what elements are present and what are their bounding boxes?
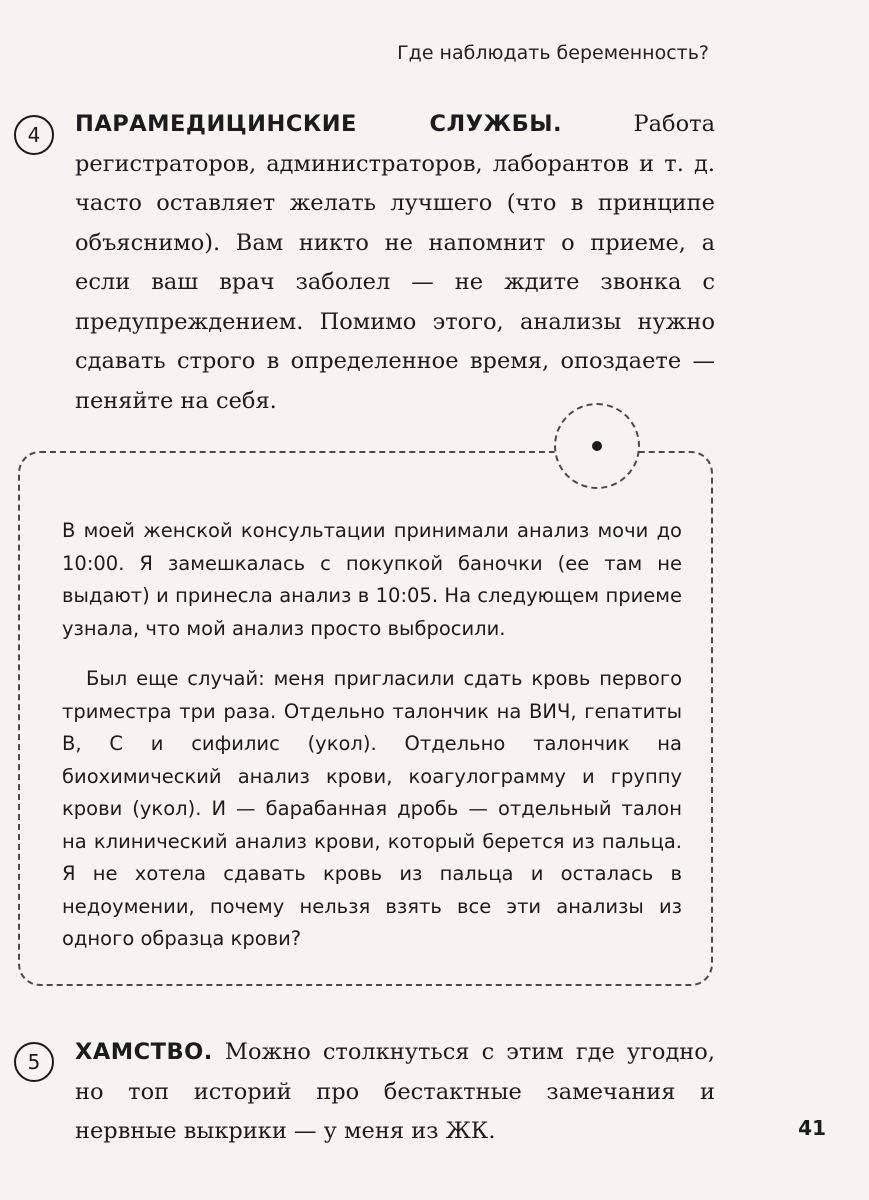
item-5-heading: ХАМСТВО. (75, 1039, 213, 1065)
page-number: 41 (798, 1116, 826, 1140)
item-5-text: Можно столкнуться с этим где угодно, но топ историй про бестактные замечания и нервные выкрики — у меня из ЖК. (75, 1039, 715, 1144)
item-number-4: 4 (14, 115, 54, 155)
pin-dot-icon (592, 441, 602, 451)
sidebar-paragraph-1: В моей женской консультации принимали анализ мочи до 10:00. Я замешкалась с покупкой баночки (ее там не выдают) и принесла анализ в 10:05. На следующем приеме узнала, что мой анализ просто выбросили. (62, 519, 682, 640)
sidebar-paragraph-2: Был еще случай: меня пригласили сдать кровь первого триместра три раза. Отдельно талончик на ВИЧ, гепатиты В, С и сифилис (укол). Отдельно талончик на биохимический анализ крови, коагулограмму и группу крови (укол). И — барабанная дробь — отдельный талон на клинический анализ крови, который берется из пальца. Я не хотела сдавать кровь из пальца и осталась в недоумении, почему нельзя взять все эти анализы из одного образца крови? (62, 667, 682, 950)
running-head: Где наблюдать беременность? (397, 42, 709, 64)
item-4-text: Работа регистраторов, администраторов, лаборантов и т. д. часто оставляет желать лучшего (что в принципе объяснимо). Вам никто не напомнит о приеме, а если ваш врач заболел — не ждите звонка с предупреждением. Помимо этого, анализы нужно сдавать строго в определенное время, опоздаете — пеняйте на себя. (75, 111, 715, 414)
item-number-5: 5 (14, 1042, 54, 1082)
pin-circle-icon (554, 403, 640, 489)
paragraph-item-4 (75, 105, 715, 421)
item-4-heading: ПАРАМЕДИЦИНСКИЕ СЛУЖБЫ. (75, 111, 563, 137)
paragraph-item-5 (75, 1033, 715, 1152)
